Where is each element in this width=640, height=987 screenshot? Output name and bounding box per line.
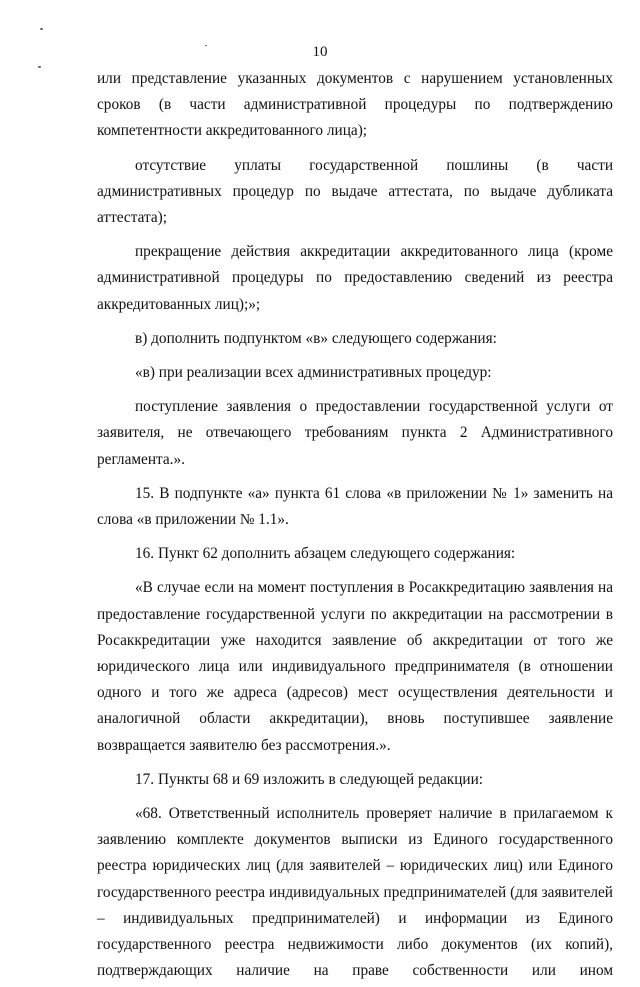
scan-speck [38,66,41,68]
paragraph-3: прекращение действия аккредитации аккредитованного лица (кроме административной процедуры по предоставлению сведений из реестра аккредитованных лиц);»; [97,243,613,313]
paragraph-4: в) дополнить подпунктом «в» следующего содержания: [135,329,497,347]
paragraph-5: «в) при реализации всех административных процедур: [135,364,492,382]
document-body [97,66,613,987]
paragraph-8: 16. Пункт 62 дополнить абзацем следующего содержания: [135,545,516,563]
paragraph-2: отсутствие уплаты государственной пошлины (в части административных процедур по выдаче аттестата, по выдаче дубликата аттестата); [97,156,613,227]
page-number: 10 [312,44,328,60]
scan-speck [40,28,43,30]
paragraph-10: 17. Пункты 68 и 69 изложить в следующей редакции: [135,770,484,788]
paragraph-6: поступление заявления о предоставлении государственной услуги от заявителя, не отвечающего требованиям пункта 2 Административного регламента.». [97,398,613,468]
paragraph-7: 15. В подпункте «а» пункта 61 слова «в приложении № 1» заменить на слова «в приложении № 1.1». [97,484,613,529]
paragraph-1: или представление указанных документов с нарушением установленных сроков (в части административной процедуры по подтверждению компетентности аккредитованного лица); [97,70,613,140]
paragraph-9: «В случае если на момент поступления в Росаккредитацию заявления на предоставление государственной услуги по аккредитации на рассмотрении в Росаккредитации уже находится заявление об аккредитации от того же юридического лица или индивидуального предпринимателя (в отношении одного и того же адреса (адресов) мест осуществления деятельности и аналогичной области аккредитации), вновь поступившее заявление возвращается заявителю без рассмотрения.». [97,579,613,754]
paragraph-11: «68. Ответственный исполнитель проверяет наличие в прилагаемом к заявлению комплекте документов выписки из Единого государственного реестра юридических лиц (для заявителей – юридических лиц) или Единого государственного реестра индивидуальных предпринимателей (для заявителей – индивидуальных предпринимателей) и информации из Единого государственного реестра недвижимости либо документов (их копий), подтверждающих наличие на праве собственности или ином [97,805,613,980]
